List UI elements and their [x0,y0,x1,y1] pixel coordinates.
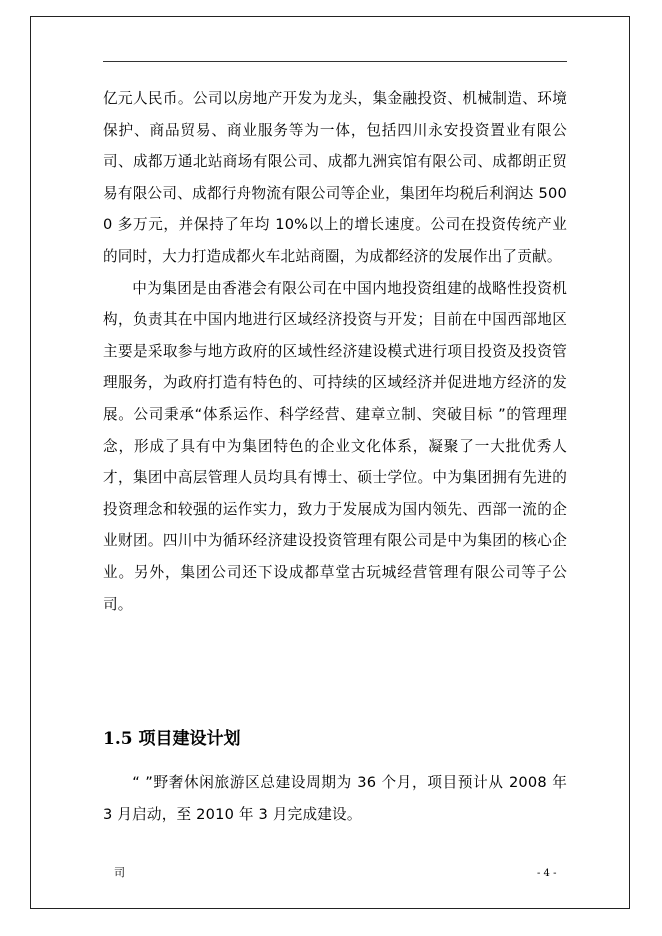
paragraph-construction-schedule: “ ”野奢休闲旅游区总建设周期为 36 个月，项目预计从 2008 年 3 月启动，至 2010 年 3 月完成建设。 [103,774,567,823]
section-body [103,767,567,830]
document-body [103,83,567,620]
section-heading-construction-plan: 1.5 项目建设计划 [103,729,241,749]
header-rule [103,61,567,62]
footer-left-text: 司 [114,866,125,879]
paragraph-zhongwei-group: 中为集团是由香港会有限公司在中国内地投资组建的战略性投资机构，负责其在中国内地进行区域经济投资与开发；目前在中国西部地区主要是采取参与地方政府的区域性经济建设模式进行项目投资及投资管理服务，为政府打造有特色的、可持续的区域经济并促进地方经济的发展。公司秉承“体系运作、科学经营、建章立制、突破目标 ”的管理理念，形成了具有中为集团特色的企业文化体系，凝聚了一大批优秀人才，集团中高层管理人员均具有博士、硕士学位。中为集团拥有先进的投资理念和较强的运作实力，致力于发展成为国内领先、西部一流的企业财团。四川中为循环经济建设投资管理有限公司是中为集团的核心企业。另外，集团公司还下设成都草堂古玩城经营管理有限公司等子公司。 [103,279,567,613]
page-number: - 4 - [537,868,557,879]
paragraph-company-overview: 亿元人民币。公司以房地产开发为龙头，集金融投资、机械制造、环境保护、商品贸易、商业服务等为一体，包括四川永安投资置业有限公司、成都万通北站商场有限公司、成都九洲宾馆有限公司、成都朗正贸易有限公司、成都行舟物流有限公司等企业，集团年均税后利润达 5000 多万元，并保持了年均 10%以上的增长速度。公司在投资传统产业的同时，大力打造成都火车北站商圈，为成都经济的发展作出了贡献。 [103,90,567,265]
